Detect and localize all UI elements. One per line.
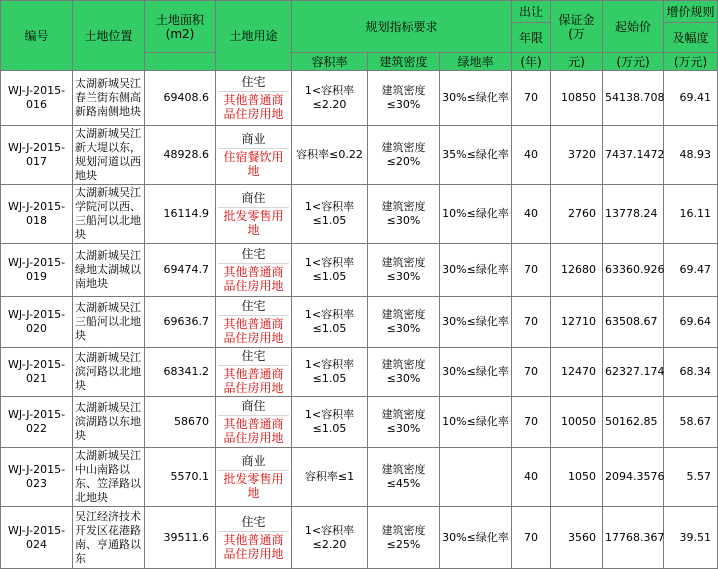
cell-area: 69474.7 (145, 244, 216, 297)
cell-green: 10%≤绿化率 (440, 397, 512, 448)
cell-use-divider (218, 470, 289, 471)
cell-deposit: 10050 (551, 397, 603, 448)
header-far: 容积率 (292, 53, 368, 71)
cell-start-price: 62327.174 (603, 348, 664, 397)
cell-green: 30%≤绿化率 (440, 244, 512, 297)
cell-use-sub: 住宿餐饮用地 (223, 150, 284, 178)
cell-density: 建筑密度≤30% (368, 185, 440, 244)
cell-density: 建筑密度≤30% (368, 244, 440, 297)
cell-use-main: 住宅 (241, 514, 266, 529)
header-increment-line3: (万元) (664, 53, 718, 71)
cell-density: 建筑密度≤20% (368, 126, 440, 185)
cell-code: WJ-J-2015-020 (1, 297, 73, 348)
cell-code: WJ-J-2015-017 (1, 126, 73, 185)
cell-location: 吴江经济技术开发区花港路南、亨通路以东 (73, 507, 145, 569)
header-term-line2: 年限 (512, 23, 551, 53)
cell-term: 40 (512, 448, 551, 507)
cell-deposit: 2760 (551, 185, 603, 244)
cell-green: 30%≤绿化率 (440, 71, 512, 126)
cell-use (216, 126, 292, 185)
cell-location: 太湖新城吴江中山南路以东、笠泽路以北地块 (73, 448, 145, 507)
cell-code: WJ-J-2015-024 (1, 507, 73, 569)
cell-increment: 5.57 (664, 448, 718, 507)
cell-term: 70 (512, 348, 551, 397)
cell-green: 30%≤绿化率 (440, 297, 512, 348)
cell-use-main: 住宅 (241, 299, 266, 313)
cell-use (216, 348, 292, 397)
cell-term: 40 (512, 185, 551, 244)
cell-location: 太湖新城吴江滨河路以北地块 (73, 348, 145, 397)
cell-use-main: 住宅 (241, 247, 266, 261)
cell-green: 10%≤绿化率 (440, 185, 512, 244)
cell-use-sub: 其他普通商品住房用地 (223, 265, 284, 293)
cell-green: 30%≤绿化率 (440, 348, 512, 397)
cell-start-price: 54138.708 (603, 71, 664, 126)
cell-use-sub: 其他普通商品住房用地 (223, 417, 284, 445)
header-area: 土地面积 (m2) (145, 1, 216, 53)
header-code: 编号 (1, 1, 73, 71)
cell-increment: 68.34 (664, 348, 718, 397)
cell-increment: 69.47 (664, 244, 718, 297)
cell-term: 70 (512, 71, 551, 126)
cell-use (216, 297, 292, 348)
cell-use-divider (218, 415, 289, 416)
cell-area: 5570.1 (145, 448, 216, 507)
cell-term: 70 (512, 297, 551, 348)
table-row (1, 507, 718, 569)
cell-deposit: 12710 (551, 297, 603, 348)
cell-use-sub: 其他普通商品住房用地 (223, 317, 284, 345)
cell-deposit: 1050 (551, 448, 603, 507)
header-planning: 规划指标要求 (292, 1, 512, 53)
cell-area: 58670 (145, 397, 216, 448)
cell-use (216, 507, 292, 569)
cell-start-price: 63508.67 (603, 297, 664, 348)
header-increment-line1: 增价规则 (664, 1, 718, 23)
cell-far: 1<容积率≤1.05 (292, 185, 368, 244)
cell-deposit: 12680 (551, 244, 603, 297)
header-area-blank (145, 53, 216, 71)
header-use: 土地用途 (216, 1, 292, 71)
cell-location: 太湖新城吴江绿地太湖城以南地块 (73, 244, 145, 297)
cell-area: 16114.9 (145, 185, 216, 244)
cell-code: WJ-J-2015-018 (1, 185, 73, 244)
cell-far: 1<容积率≤1.05 (292, 397, 368, 448)
header-term-line3: (年) (512, 53, 551, 71)
cell-use-sub: 其他普通商品住房用地 (223, 532, 284, 561)
cell-use-sub: 其他普通商品住房用地 (223, 93, 284, 121)
cell-increment: 69.64 (664, 297, 718, 348)
cell-area: 48928.6 (145, 126, 216, 185)
cell-use (216, 71, 292, 126)
header-location: 土地位置 (73, 1, 145, 71)
cell-area: 69636.7 (145, 297, 216, 348)
cell-use-sub: 批发零售用地 (223, 209, 284, 237)
cell-term: 40 (512, 126, 551, 185)
header-green: 绿地率 (440, 53, 512, 71)
cell-far: 容积率≤1 (292, 448, 368, 507)
header-deposit: 保证金 (万 (551, 1, 603, 53)
cell-far: 1<容积率≤1.05 (292, 297, 368, 348)
cell-deposit: 12470 (551, 348, 603, 397)
cell-location: 太湖新城吴江春兰街东侧高新路南侧地块 (73, 71, 145, 126)
cell-start-price: 7437.1472 (603, 126, 664, 185)
table-row (1, 244, 718, 297)
table-row (1, 126, 718, 185)
cell-use (216, 185, 292, 244)
cell-start-price: 13778.24 (603, 185, 664, 244)
cell-use (216, 397, 292, 448)
cell-deposit: 3560 (551, 507, 603, 569)
cell-use (216, 448, 292, 507)
cell-use (216, 244, 292, 297)
header-density: 建筑密度 (368, 53, 440, 71)
cell-use-divider (218, 365, 289, 366)
cell-increment: 48.93 (664, 126, 718, 185)
cell-density: 建筑密度≤30% (368, 348, 440, 397)
cell-far: 容积率≤0.22 (292, 126, 368, 185)
cell-start-price: 2094.3576 (603, 448, 664, 507)
cell-use-main: 商业 (241, 132, 266, 146)
cell-density: 建筑密度≤30% (368, 397, 440, 448)
table-row (1, 71, 718, 126)
cell-far: 1<容积率≤2.20 (292, 71, 368, 126)
cell-code: WJ-J-2015-019 (1, 244, 73, 297)
cell-code: WJ-J-2015-023 (1, 448, 73, 507)
cell-use-main: 住宅 (241, 75, 266, 89)
cell-use-main: 商住 (241, 191, 266, 205)
cell-term: 70 (512, 244, 551, 297)
cell-increment: 39.51 (664, 507, 718, 569)
cell-use-divider (218, 91, 289, 92)
cell-increment: 58.67 (664, 397, 718, 448)
cell-use-sub: 批发零售用地 (223, 472, 284, 500)
cell-deposit: 3720 (551, 126, 603, 185)
table-row (1, 348, 718, 397)
cell-increment: 69.41 (664, 71, 718, 126)
table-row (1, 297, 718, 348)
cell-area: 68341.2 (145, 348, 216, 397)
header-deposit-line3: 元) (551, 53, 603, 71)
cell-use-sub: 其他普通商品住房用地 (223, 367, 284, 395)
header-term-line1: 出让 (512, 1, 551, 23)
header-start-line2: (万元) (603, 53, 664, 71)
cell-location: 太湖新城吴江学院河以西、三船河以北地块 (73, 185, 145, 244)
cell-density: 建筑密度≤25% (368, 507, 440, 569)
cell-density: 建筑密度≤30% (368, 297, 440, 348)
cell-use-main: 商住 (241, 399, 266, 413)
cell-start-price: 63360.926 (603, 244, 664, 297)
cell-area: 69408.6 (145, 71, 216, 126)
cell-use-divider (218, 531, 289, 532)
cell-location: 太湖新城吴江新大堤以东，规划河道以西地块 (73, 126, 145, 185)
cell-use-main: 商业 (241, 454, 266, 468)
cell-use-divider (218, 315, 289, 316)
cell-green: 35%≤绿化率 (440, 126, 512, 185)
cell-use-main: 住宅 (241, 349, 266, 363)
header-start-price: 起始价 (603, 1, 664, 53)
cell-start-price: 17768.367 (603, 507, 664, 569)
cell-start-price: 50162.85 (603, 397, 664, 448)
cell-area: 39511.6 (145, 507, 216, 569)
cell-location: 太湖新城吴江滨湖路以东地块 (73, 397, 145, 448)
cell-code: WJ-J-2015-022 (1, 397, 73, 448)
cell-green (440, 448, 512, 507)
cell-use-divider (218, 207, 289, 208)
cell-green: 30%≤绿化率 (440, 507, 512, 569)
cell-location: 太湖新城吴江三船河以北地块 (73, 297, 145, 348)
table-row (1, 448, 718, 507)
table-row (1, 185, 718, 244)
cell-term: 70 (512, 397, 551, 448)
cell-use-divider (218, 263, 289, 264)
cell-code: WJ-J-2015-021 (1, 348, 73, 397)
cell-density: 建筑密度≤45% (368, 448, 440, 507)
table-row (1, 397, 718, 448)
cell-far: 1<容积率≤1.05 (292, 244, 368, 297)
header-increment-line2: 及幅度 (664, 23, 718, 53)
cell-far: 1<容积率≤2.20 (292, 507, 368, 569)
cell-density: 建筑密度≤30% (368, 71, 440, 126)
cell-term: 70 (512, 507, 551, 569)
cell-increment: 16.11 (664, 185, 718, 244)
cell-code: WJ-J-2015-016 (1, 71, 73, 126)
cell-far: 1<容积率≤1.05 (292, 348, 368, 397)
cell-deposit: 10850 (551, 71, 603, 126)
cell-use-divider (218, 148, 289, 149)
